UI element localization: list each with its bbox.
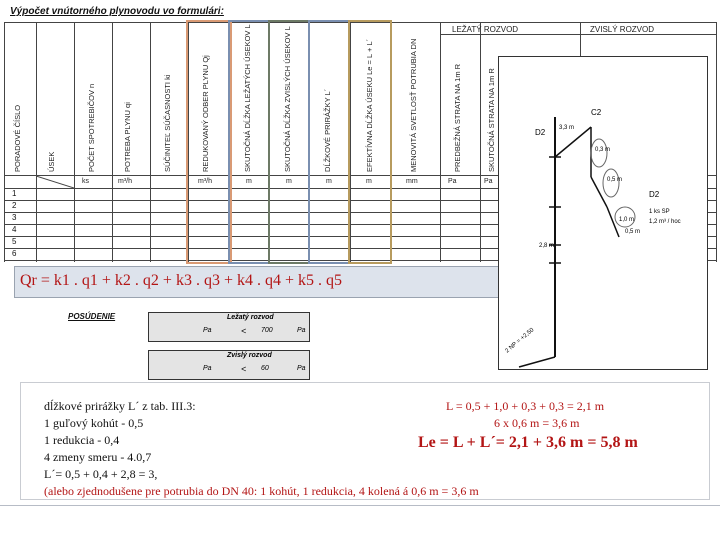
unit-label: ks bbox=[82, 178, 89, 185]
column-header: REDUKOVANÝ ODBER PLYNU Qj bbox=[201, 55, 210, 172]
column-header: EFEKTÍVNA DĹŽKA ÚSEKU Le = L + L´ bbox=[365, 38, 374, 172]
assessment-title: POSÚDENIE bbox=[68, 312, 116, 321]
note-line-simplified: (alebo zjednodušene pre potrubia do DN 40: 1 kohút, 1 redukcia, 4 kolená á 0,6 m = 3,6 m bbox=[44, 484, 479, 498]
length-sum: L = 0,5 + 1,0 + 0,3 + 0,3 = 2,1 m bbox=[446, 399, 605, 413]
grid-line bbox=[480, 22, 481, 262]
group-header-vertical: ZVISLÝ ROZVOD bbox=[590, 25, 655, 34]
unit-label: m³/h bbox=[118, 178, 132, 185]
dimension-mark bbox=[591, 139, 607, 167]
pipe-line bbox=[519, 357, 555, 367]
form-title: Výpočet vnútorného plynovodu vo formulári: bbox=[10, 6, 224, 17]
note-line: 1 redukcia - 0,4 bbox=[44, 433, 120, 447]
column-header: SÚČINITEĽ SÚČASNOSTI ki bbox=[163, 74, 172, 172]
diagram-label: C2 bbox=[591, 108, 602, 117]
note-line: 1 guľový kohút - 0,5 bbox=[44, 416, 144, 430]
diagram-label: 0,3 m bbox=[595, 147, 611, 153]
diagram-label: 1,2 m³ / hoc bbox=[649, 219, 681, 225]
diagram-label: 0,5 m bbox=[607, 177, 623, 183]
diagram-label: 1 ks SP bbox=[649, 209, 670, 215]
unit-label: m bbox=[246, 178, 252, 185]
diagram-label: 0,5 m bbox=[625, 229, 641, 235]
column-header: POTREBA PLYNU qi bbox=[123, 102, 132, 172]
column-header: POČET SPOTREBIČOV n bbox=[87, 83, 96, 172]
assessment-vertical-op: < bbox=[241, 364, 247, 374]
row-number: 4 bbox=[12, 225, 17, 234]
grid-line bbox=[150, 22, 151, 262]
unit-label: Pa bbox=[484, 178, 493, 185]
assessment-vertical-box bbox=[148, 350, 310, 380]
grid-line bbox=[4, 22, 5, 262]
grid-line bbox=[440, 22, 441, 262]
diagonal-mark bbox=[36, 176, 74, 188]
assessment-horizontal-title: Ležatý rozvod bbox=[227, 314, 274, 321]
unit-label: Pa bbox=[448, 178, 457, 185]
column-header: DĹŽKOVÉ PRIRÁŽKY L´ bbox=[323, 88, 332, 172]
note-line: dĺžkové prirážky L´ z tab. III.3: bbox=[44, 399, 196, 413]
diagram-label: 2,8 m bbox=[539, 243, 555, 249]
unit-label: m bbox=[286, 178, 292, 185]
grid-line bbox=[74, 22, 75, 262]
grid-line bbox=[112, 22, 113, 262]
pipe-line bbox=[555, 127, 591, 157]
assessment-horizontal-unit: Pa bbox=[297, 327, 306, 334]
note-line: 4 zmeny smeru - 4.0,7 bbox=[44, 450, 152, 464]
unit-label: mm bbox=[406, 178, 418, 185]
unit-label: m³/h bbox=[198, 178, 212, 185]
note-line: L´= 0,5 + 0,4 + 2,8 = 3, bbox=[44, 467, 158, 481]
pipe-diagram-drawing bbox=[499, 57, 706, 368]
column-header: PREDBEŽNÁ STRATA NA 1m R bbox=[453, 63, 462, 172]
row-number: 3 bbox=[12, 213, 17, 222]
assessment-horizontal-op: < bbox=[241, 326, 247, 336]
assessment-horizontal-box bbox=[148, 312, 310, 342]
diagram-label: 1,0 m bbox=[619, 217, 635, 223]
column-header: ÚSEK bbox=[47, 151, 56, 172]
diagram-label: 3,3 m bbox=[559, 125, 575, 131]
grid-line bbox=[36, 22, 37, 262]
assessment-vertical-right: 60 bbox=[261, 365, 269, 372]
row-number: 5 bbox=[12, 237, 17, 246]
diagram-label: 2 NP = +2,50 bbox=[504, 327, 536, 355]
row-number: 1 bbox=[12, 189, 17, 198]
row-number: 6 bbox=[12, 249, 17, 258]
column-header: MENOVITÁ SVETLOSŤ POTRUBIA DN bbox=[409, 38, 418, 172]
column-header: SKUTOČNÁ DĹŽKA LEŽATÝCH ÚSEKOV L bbox=[243, 24, 252, 172]
group-header-horizontal: LEŽATÝ ROZVOD bbox=[452, 25, 519, 34]
dimension-mark bbox=[603, 169, 619, 197]
effective-length-result: Le = L + L´= 2,1 + 3,6 m = 5,8 m bbox=[418, 434, 638, 451]
assessment-vertical-left: Pa bbox=[203, 365, 212, 372]
column-header: PORADOVÉ ČÍSLO bbox=[13, 104, 22, 172]
formula-text: Qr = k1 . q1 + k2 . q2 + k3 . q3 + k4 . q4 + k5 . q5 bbox=[20, 272, 342, 289]
assessment-vertical-unit: Pa bbox=[297, 365, 306, 372]
diagram-label: D2 bbox=[535, 128, 546, 137]
pipe-diagram bbox=[498, 56, 708, 370]
divider bbox=[0, 505, 720, 506]
row-number: 2 bbox=[12, 201, 17, 210]
column-header: SKUTOČNÁ STRATA NA 1m R bbox=[487, 68, 496, 172]
diagram-label: D2 bbox=[649, 190, 660, 199]
assessment-horizontal-right: 700 bbox=[261, 327, 273, 334]
unit-label: m bbox=[326, 178, 332, 185]
column-header: SKUTOČNÁ DĹŽKA ZVISLÝCH ÚSEKOV L bbox=[283, 26, 292, 172]
assessment-horizontal-left: Pa bbox=[203, 327, 212, 334]
assessment-vertical-title: Zvislý rozvod bbox=[227, 352, 272, 359]
grid-line bbox=[440, 34, 716, 35]
grid-line bbox=[716, 22, 717, 262]
fittings-sum: 6 x 0,6 m = 3,6 m bbox=[494, 416, 580, 430]
unit-label: m bbox=[366, 178, 372, 185]
